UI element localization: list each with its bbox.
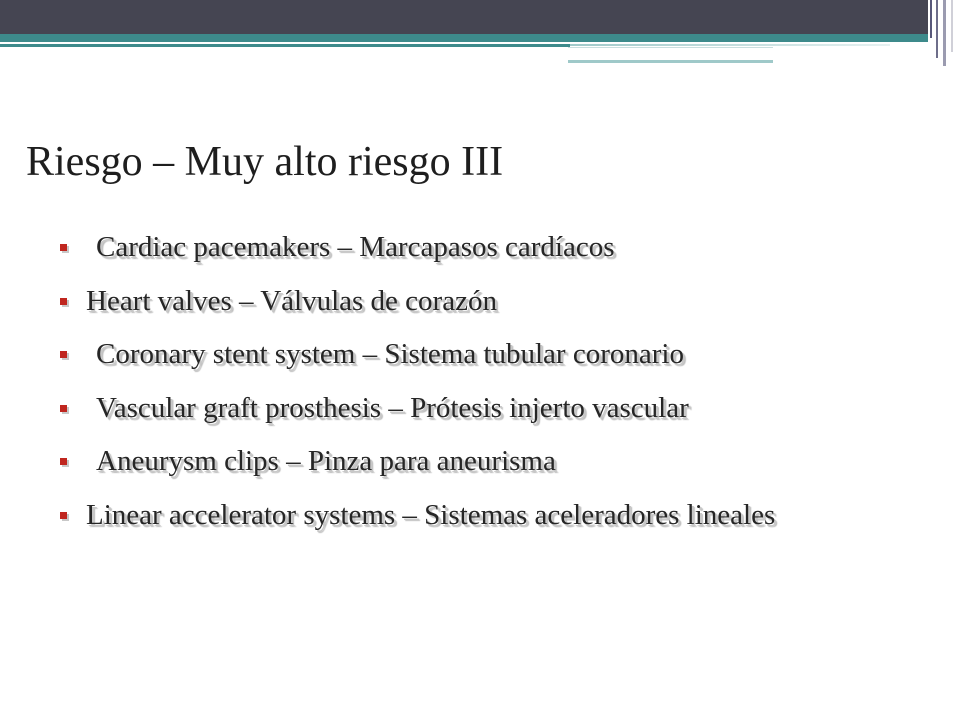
header-vertical-line bbox=[951, 0, 953, 52]
bullet-text: Cardiac pacemakers – Marcapasos cardíacos bbox=[96, 231, 615, 263]
bullet-item bbox=[60, 339, 900, 370]
bullet-list bbox=[60, 232, 900, 553]
header-decoration bbox=[0, 0, 960, 40]
header-vertical-line bbox=[930, 0, 932, 38]
bullet-text: Linear accelerator systems – Sistemas aceleradores lineales bbox=[86, 498, 776, 531]
bullet-text: Heart valves – Válvulas de corazón bbox=[86, 284, 497, 317]
bullet-item bbox=[60, 232, 900, 263]
bullet-item bbox=[60, 393, 900, 424]
header-vertical-line bbox=[936, 0, 938, 58]
bullet-marker-icon bbox=[60, 405, 67, 412]
bullet-text: Aneurysm clips – Pinza para aneurisma bbox=[96, 445, 556, 477]
header-accent-band bbox=[0, 34, 928, 42]
bullet-marker-icon bbox=[60, 512, 67, 519]
bullet-marker-icon bbox=[60, 458, 67, 465]
bullet-item bbox=[60, 446, 900, 477]
header-accent-box bbox=[568, 47, 773, 63]
bullet-marker-icon bbox=[60, 298, 67, 305]
bullet-text: Coronary stent system – Sistema tubular coronario bbox=[96, 338, 684, 370]
bullet-item bbox=[60, 500, 900, 531]
header-accent-fade bbox=[570, 44, 890, 46]
header-vertical-line bbox=[943, 0, 946, 66]
bullet-text: Vascular graft prosthesis – Prótesis injerto vascular bbox=[96, 391, 689, 424]
bullet-marker-icon bbox=[60, 244, 67, 251]
bullet-item bbox=[60, 286, 900, 317]
bullet-marker-icon bbox=[60, 351, 67, 358]
header-dark-band bbox=[0, 0, 928, 34]
slide-title: Riesgo – Muy alto riesgo III bbox=[26, 139, 504, 185]
header-accent-line bbox=[0, 44, 570, 47]
